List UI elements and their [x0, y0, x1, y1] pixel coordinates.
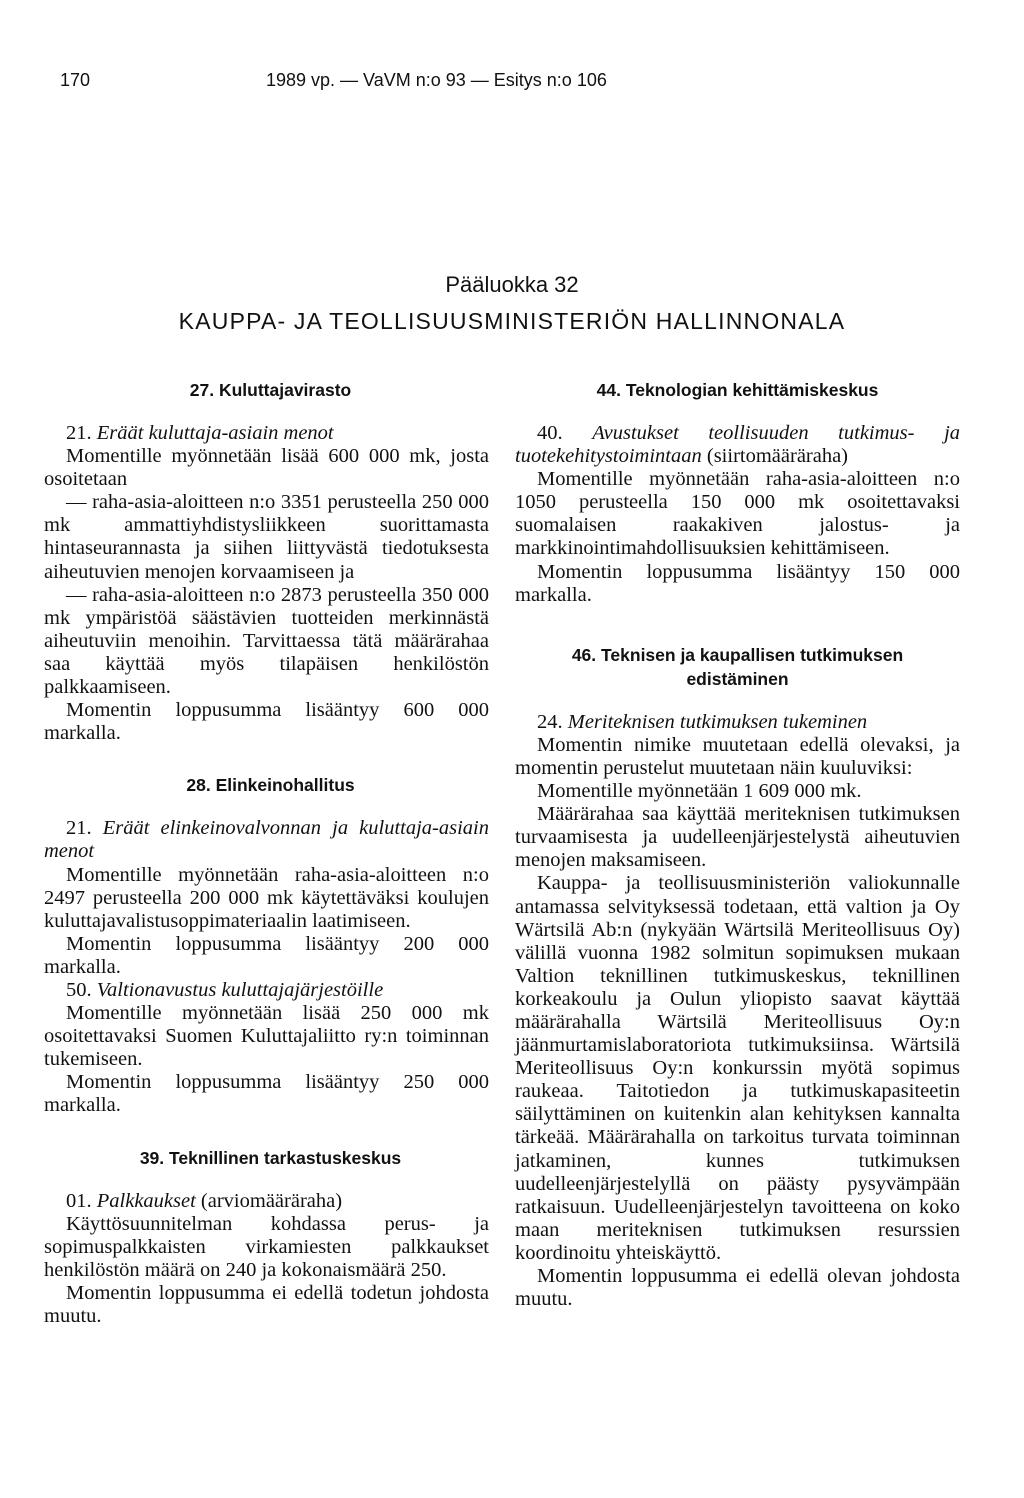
header-title: 1989 vp. — VaVM n:o 93 — Esitys n:o 106 — [266, 70, 607, 90]
paragraph: Momentin loppusumma lisääntyy 600 000 markalla. — [44, 699, 489, 745]
section-27-title: 27. Kuluttajavirasto — [189, 380, 352, 400]
paragraph: Momentin nimike muutetaan edellä olevaksi, ja momentin perustelut muutetaan näin kuuluviksi: — [515, 733, 960, 779]
paragraph: Momentille myönnetään lisää 600 000 mk, josta osoitetaan — [44, 445, 489, 491]
moment-number: 01. — [66, 1189, 92, 1212]
moment-title: Meriteknisen tutkimuksen tukeminen — [567, 710, 868, 733]
moment-number: 21. — [66, 817, 92, 840]
main-heading: KAUPPA- JA TEOLLISUUSMINISTERIÖN HALLINNONALA — [178, 308, 846, 334]
moment-title: Eräät kuluttaja-asiain menot — [96, 422, 334, 444]
moment-title: Eräät elinkeinovalvonnan ja kuluttaja-asiain menot — [44, 817, 489, 863]
page-number: 170 — [60, 70, 91, 90]
section-28-moment-50 — [44, 979, 489, 1002]
section-46-title: 46. Teknisen ja kaupallisen tutkimuksen edistäminen — [571, 644, 904, 689]
paragraph: Momentin loppusumma ei edellä olevan johdosta muutu. — [515, 1265, 960, 1311]
section-28-moment-21 — [44, 817, 489, 863]
paragraph: — raha-asia-aloitteen n:o 3351 perusteella 250 000 mk ammattiyhdistysliikkeen suorittamasta hintaseurannasta ja siihen liittyvästä tiedotuksesta aiheutuvien menojen korvaamiseen ja — [44, 491, 489, 583]
paragraph: Momentille myönnetään raha-asia-aloitteen n:o 2497 perusteella 200 000 mk käytettäväksi koulujen kuluttajavalistusoppimateriaalin laatimiseen. — [44, 863, 489, 932]
paragraph: Momentin loppusumma ei edellä todetun johdosta muutu. — [44, 1281, 489, 1327]
right-column — [515, 378, 960, 1311]
paragraph: Momentille myönnetään lisää 250 000 mk osoitettavaksi Suomen Kuluttajaliitto ry:n toiminnan tukemiseen. — [44, 1002, 489, 1071]
paragraph: Momentin loppusumma lisääntyy 250 000 markalla. — [44, 1071, 489, 1117]
moment-title: Palkkaukset — [96, 1189, 196, 1212]
section-44-title: 44. Teknologian kehittämiskeskus — [596, 380, 879, 400]
moment-note: (arviomääräraha) — [200, 1189, 343, 1212]
paragraph: Momentille myönnetään 1 609 000 mk. — [537, 780, 862, 803]
paragraph: Määrärahaa saa käyttää meriteknisen tutkimuksen turvaamisesta ja uudelleenjärjestelystä aiheutuvien menojen maksamiseen. — [515, 803, 960, 872]
paragraph: Momentin loppusumma lisääntyy 150 000 markalla. — [515, 560, 960, 606]
moment-number: 24. — [537, 710, 563, 733]
moment-title: Avustukset teollisuuden tutkimus- ja tuotekehitystoimintaan — [515, 422, 961, 468]
section-46-moment-24 — [515, 711, 960, 734]
section-27-moment-21 — [44, 422, 489, 445]
moment-number: 21. — [66, 422, 92, 444]
moment-note: (siirtomääräraha) — [706, 445, 849, 468]
paragraph: Momentin loppusumma lisääntyy 200 000 markalla. — [44, 932, 489, 978]
section-44-moment-40 — [515, 422, 960, 468]
paragraph: Käyttösuunnitelman kohdassa perus- ja sopimuspalkkaisten virkamiesten palkkaukset henkilöstön määrä on 240 ja kokonaismäärä 250. — [44, 1212, 489, 1281]
left-column — [44, 378, 489, 1328]
section-39-moment-01 — [44, 1190, 489, 1213]
moment-title: Valtionavustus kuluttajajärjestöille — [96, 978, 384, 1001]
paragraph: Kauppa- ja teollisuusministeriön valiokunnalle antamassa selvityksessä todetaan, että valtion ja Oy Wärtsilä Ab:n (nykyään Wärtsilä Meriteollisuus Oy) välillä vuonna 1982 solmitun sopimuksen mukaan Valtion teknillinen tutkimuskeskus, teknillinen korkeakoulu ja Oulun yliopisto saavat käyttää määrärahalla Wärtsilä Meriteollisuus Oy:n jäänmurtamislaboratoriota tutkimuksiinsa. Wärtsilä Meriteollisuus Oy:n konkurssin myötä sopimus raukeaa. Taitotiedon ja tutkimuskapasiteetin säilyttäminen on kuitenkin alan kehityksen kannalta tärkeää. Määrärahalla on tarkoitus turvata toiminnan jatkaminen, kunnes tutkimuksen uudelleenjärjestelyllä on päästy pysyvämpään ratkaisuun. Uudelleenjärjestelyn tavoitteena on koko maan meriteknisen tutkimuksen resurssien koordinoitu yhteiskäyttö. — [515, 872, 960, 1264]
paragraph: — raha-asia-aloitteen n:o 2873 perusteella 350 000 mk ympäristöä säästävien tuotteiden merkinnästä aiheutuviin menoihin. Tarvittaessa tätä määrärahaa saa käyttää myös tilapäisen henkilöstön palkkaamiseen. — [44, 583, 489, 699]
moment-number: 50. — [66, 978, 92, 1001]
moment-number: 40. — [537, 422, 563, 444]
main-subtitle: Pääluokka 32 — [445, 272, 579, 297]
section-28-title: 28. Elinkeinohallitus — [186, 775, 355, 796]
paragraph: Momentille myönnetään raha-asia-aloitteen n:o 1050 perusteella 150 000 mk osoitettavaksi suomalaisen raakakiven jalostus- ja markkinointimahdollisuuksien kehittämiseen. — [515, 468, 960, 560]
section-39-title: 39. Teknillinen tarkastuskeskus — [139, 1147, 402, 1168]
